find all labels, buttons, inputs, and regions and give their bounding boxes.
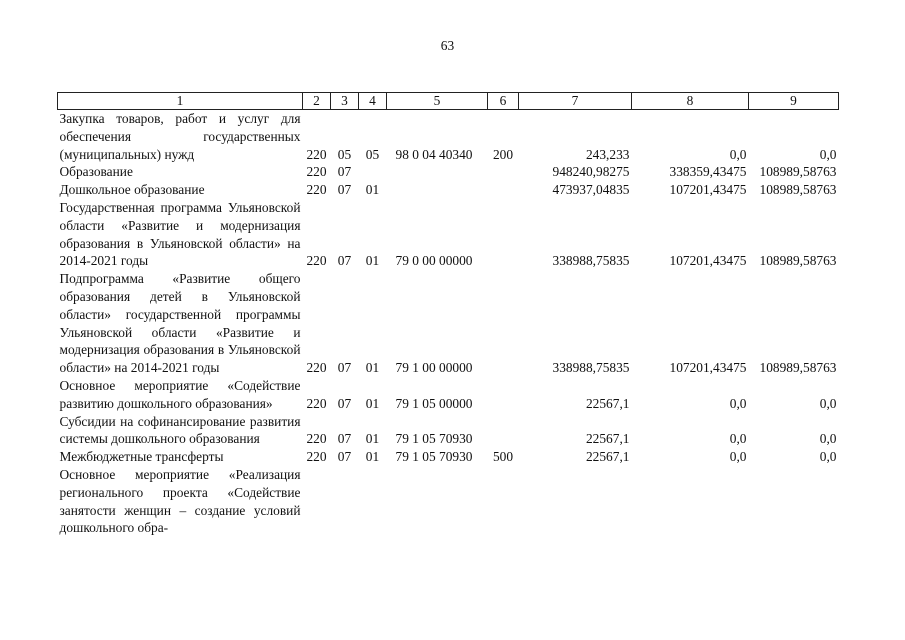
table-row [58, 377, 839, 413]
section-code-cell: 07 [337, 431, 352, 447]
grbs-code-cell: 220 [306, 146, 327, 162]
grbs-code-cell: 220 [306, 360, 327, 376]
target-article-cell: 79 1 05 70930 [395, 431, 473, 447]
amount-col9-cell: 0,0 [819, 431, 837, 447]
row-name-cell: Дошкольное образование [59, 182, 205, 198]
table-row [58, 448, 839, 466]
table-row [58, 110, 839, 164]
amount-col9-cell: 0,0 [819, 395, 837, 411]
subsection-code-cell [359, 163, 387, 181]
subsection-code-cell: 01 [365, 360, 380, 376]
section-code-cell: 07 [337, 395, 352, 411]
section-code-cell: 07 [337, 360, 352, 376]
row-name-cell: Субсидии на софинансирование развития системы дошкольного образования [59, 413, 301, 447]
table-row [58, 181, 839, 199]
subsection-code-cell [359, 466, 387, 537]
amount-col8-cell: 107201,43475 [669, 182, 747, 198]
section-code-cell: 07 [337, 164, 352, 180]
subsection-code-cell: 01 [365, 182, 380, 198]
amount-col8-cell: 0,0 [729, 395, 747, 411]
section-code-cell: 07 [337, 253, 352, 269]
column-header: 9 [749, 93, 839, 110]
subsection-code-cell: 01 [365, 431, 380, 447]
subsection-code-cell: 01 [365, 395, 380, 411]
amount-col8-cell: 107201,43475 [669, 253, 747, 269]
grbs-code-cell: 220 [306, 182, 327, 198]
amount-col7-cell: 22567,1 [585, 395, 630, 411]
target-article-cell: 79 1 05 70930 [395, 449, 473, 465]
column-header: 6 [488, 93, 519, 110]
column-header: 5 [387, 93, 488, 110]
column-header: 2 [303, 93, 331, 110]
budget-table [57, 92, 839, 537]
column-number-row [58, 93, 839, 110]
row-name-cell: Основное мероприятие «Реализация регионального проекта «Содействие занятости женщин – создание условий дошкольного обра- [59, 466, 301, 536]
amount-col7-cell: 473937,04835 [552, 182, 630, 198]
amount-col9-cell: 108989,58763 [759, 253, 837, 269]
target-article-cell [387, 163, 488, 181]
subsection-code-cell: 05 [365, 146, 380, 162]
column-header: 8 [632, 93, 749, 110]
expense-type-cell [488, 199, 519, 270]
grbs-code-cell: 220 [306, 449, 327, 465]
expense-type-cell [488, 163, 519, 181]
amount-col7-cell: 338988,75835 [552, 253, 630, 269]
amount-col9-cell: 108989,58763 [759, 360, 837, 376]
amount-col8-cell: 0,0 [729, 146, 747, 162]
expense-type-cell [488, 181, 519, 199]
amount-col7-cell: 243,233 [585, 146, 630, 162]
row-name-cell: Закупка товаров, работ и услуг для обеспечения государственных (муниципальных) нужд [59, 111, 301, 162]
table-row [58, 199, 839, 270]
column-header: 1 [58, 93, 303, 110]
expense-type-cell [488, 413, 519, 449]
amount-col7-cell: 948240,98275 [552, 164, 630, 180]
page-number: 63 [440, 38, 455, 53]
target-article-cell [387, 466, 488, 537]
expense-type-cell [488, 466, 519, 537]
grbs-code-cell: 220 [306, 164, 327, 180]
target-article-cell [387, 181, 488, 199]
section-code-cell: 07 [337, 449, 352, 465]
column-header: 7 [519, 93, 632, 110]
grbs-code-cell: 220 [306, 253, 327, 269]
table-row [58, 413, 839, 449]
amount-col7-cell: 22567,1 [585, 449, 630, 465]
amount-col7-cell: 338988,75835 [552, 360, 630, 376]
target-article-cell: 79 1 00 00000 [395, 360, 473, 376]
amount-col8-cell: 107201,43475 [669, 360, 747, 376]
table-row [58, 466, 839, 537]
section-code-cell: 05 [337, 146, 352, 162]
amount-col7-cell: 22567,1 [585, 431, 630, 447]
row-name-cell: Основное мероприятие «Содействие развитию дошкольного образования» [59, 377, 301, 411]
amount-col8-cell: 0,0 [729, 449, 747, 465]
expense-type-cell [488, 377, 519, 413]
subsection-code-cell: 01 [365, 449, 380, 465]
target-article-cell: 98 0 04 40340 [395, 146, 473, 162]
amount-col8-cell [632, 466, 749, 537]
amount-col7-cell [519, 466, 632, 537]
amount-col9-cell: 108989,58763 [759, 182, 837, 198]
section-code-cell [331, 466, 359, 537]
grbs-code-cell: 220 [306, 431, 327, 447]
amount-col9-cell: 0,0 [819, 146, 837, 162]
amount-col9-cell [749, 466, 839, 537]
table-row [58, 270, 839, 377]
grbs-code-cell: 220 [306, 395, 327, 411]
target-article-cell: 79 1 05 00000 [395, 395, 473, 411]
column-header: 4 [359, 93, 387, 110]
amount-col8-cell: 338359,43475 [669, 164, 747, 180]
grbs-code-cell [303, 466, 331, 537]
column-header: 3 [331, 93, 359, 110]
subsection-code-cell: 01 [365, 253, 380, 269]
amount-col8-cell: 0,0 [729, 431, 747, 447]
amount-col9-cell: 0,0 [819, 449, 837, 465]
row-name-cell: Межбюджетные трансферты [59, 449, 224, 465]
row-name-cell: Подпрограмма «Развитие общего образования детей в Ульяновской области» государственной программы Ульяновской области «Развитие и модернизация образования в Ульяновской области» на 2014-2021 годы [59, 271, 301, 376]
target-article-cell: 79 0 00 00000 [395, 253, 473, 269]
expense-type-cell: 500 [492, 449, 514, 465]
row-name-cell: Государственная программа Ульяновской области «Развитие и модернизация образования в Ульяновской области» на 2014-2021 годы [59, 199, 301, 269]
amount-col9-cell: 108989,58763 [759, 164, 837, 180]
table-row [58, 163, 839, 181]
section-code-cell: 07 [337, 182, 352, 198]
expense-type-cell [488, 270, 519, 377]
row-name-cell: Образование [59, 164, 133, 180]
expense-type-cell: 200 [492, 146, 514, 162]
